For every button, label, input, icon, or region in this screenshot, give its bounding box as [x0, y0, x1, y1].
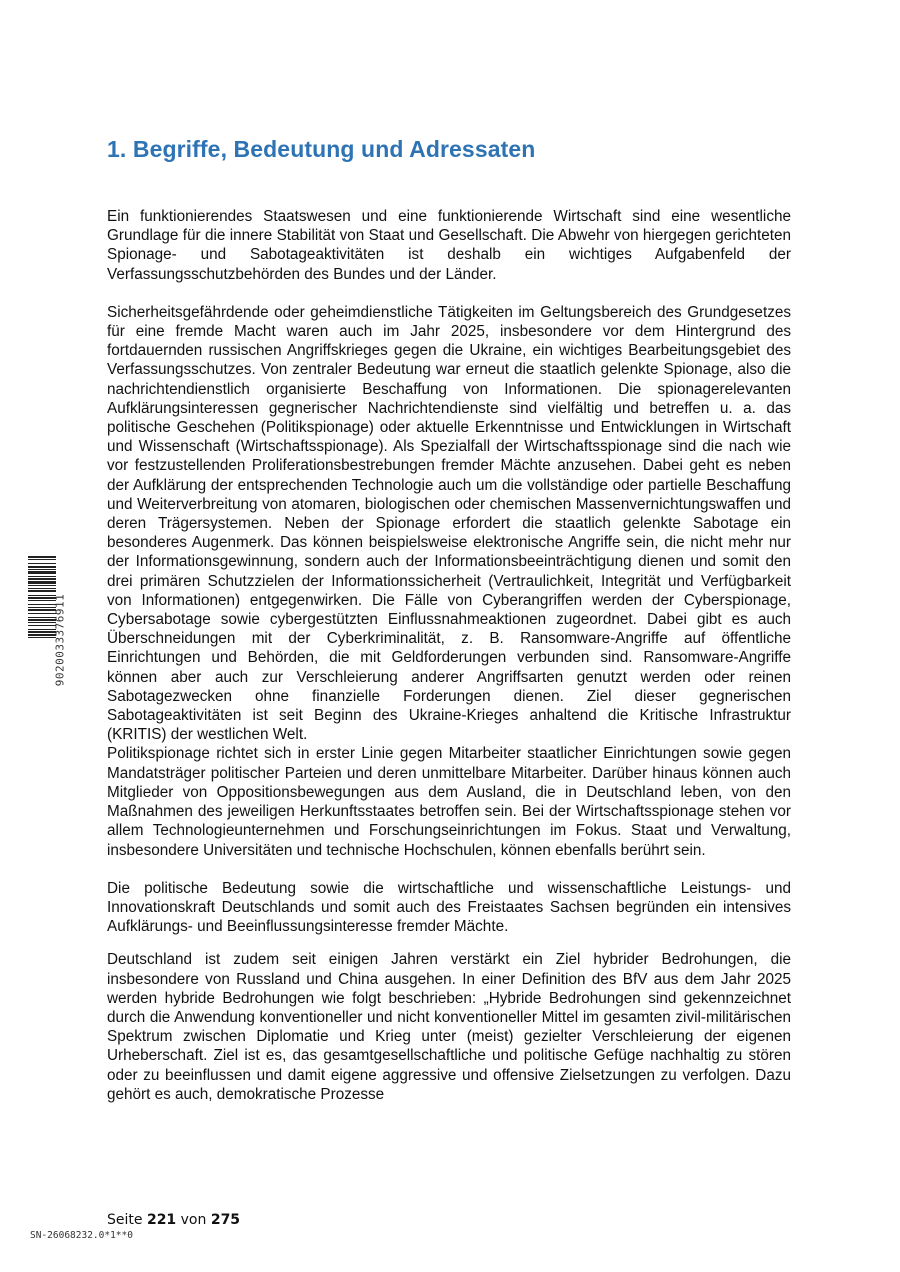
barcode-bar: [28, 571, 56, 574]
barcode-bar: [28, 613, 56, 614]
barcode-bar: [28, 576, 56, 577]
paragraph-intro: Ein funktionierendes Staatswesen und eine funktionierende Wirtschaft sind eine wesentliche Grundlage für die innere Stabilität von Staat und Gesellschaft. Die Abwehr von hiergegen gerichteten Spionage- und Sabotageaktivitäten ist deshalb ein wichtiges Aufgabenfeld der Verfassungsschutzbehörden des Bundes und der Länder.: [107, 208, 791, 283]
total-pages-number: 275: [210, 1212, 241, 1228]
barcode-bar: [28, 559, 56, 560]
paragraph-targets: Politikspionage richtet sich in erster Linie gegen Mitarbeiter staatlicher Einrichtungen sowie gegen Mandatsträger politischer Parteien und deren unmittelbare Mitarbeiter. Darüber hinaus können auch Mitglieder von Oppositionsbewegungen aus dem Ausland, die in Deutschland leben, von den Maßnahmen des jeweiligen Herkunftsstaates betroffen sein. Bei der Wirtschaftsspionage stehen vor allem Technologieunternehmen und Forschungseinrichtungen im Fokus. Staat und Verwaltung, insbesondere Universitäten und technische Hochschulen, können ebenfalls berührt sein.: [107, 745, 791, 859]
barcode-bar: [28, 625, 56, 626]
barcode-bar: [28, 609, 56, 611]
barcode-bar: [28, 569, 56, 570]
barcode-bar: [28, 578, 56, 580]
section-heading: 1. Begriffe, Bedeutung und Adressaten: [107, 136, 536, 162]
barcode-bar: [28, 637, 56, 638]
barcode-bar: [28, 622, 56, 623]
barcode-bar: [28, 588, 56, 589]
barcode-bar: [28, 600, 56, 601]
barcode-bar: [28, 629, 56, 630]
barcode-bar: [28, 617, 56, 618]
paragraph-significance: Die politische Bedeutung sowie die wirtschaftliche und wissenschaftliche Leistungs- und Innovationskraft Deutschlands und somit auch des Freistaates Sachsen begründen ein intensives Aufklärungs- und Beeinflussungsinteresse fremder Mächte.: [107, 879, 791, 936]
body-text: [107, 207, 791, 1104]
paragraph-hybrid-threats: Deutschland ist zudem seit einigen Jahren verstärkt ein Ziel hybrider Bedrohungen, die insbesondere von Russland und China ausgehen. In einer Definition des BfV aus dem Jahr 2025 werden hybride Bedrohungen wie folgt beschrieben: „Hybride Bedrohungen sind gekennzeichnet durch die Anwendung konventioneller und nicht konventioneller Mittel im gesamten zivil-militärischen Spektrum zwischen Diplomatie und Krieg unter (meist) gezielter Verschleierung der eigenen Urheberschaft. Ziel ist es, das gesamtgesellschaftliche und politische Gefüge nachhaltig zu stören oder zu beeinflussen und damit eigene aggressive und offensive Zielsetzungen zu verfolgen. Dazu gehört es auch, demokratische Prozesse: [107, 951, 791, 1103]
barcode-bar: [28, 631, 56, 633]
footer-prefix: Seite: [107, 1212, 143, 1228]
barcode-bar: [28, 634, 56, 636]
barcode-bar: [28, 566, 56, 568]
barcode-bar: [28, 597, 56, 599]
page-footer: [107, 1212, 240, 1228]
barcode-bar: [28, 563, 56, 564]
barcode-bar: [28, 595, 56, 596]
footer-separator: von: [180, 1212, 207, 1228]
barcode-bar: [28, 619, 56, 621]
barcode-bar: [28, 556, 56, 558]
document-code: SN-26068232.0*1**0: [30, 1230, 133, 1241]
barcode-bar: [28, 581, 56, 584]
barcode-bar: [28, 590, 56, 592]
barcode-bar: [28, 607, 56, 608]
paragraph-espionage: Sicherheitsgefährdende oder geheimdienstliche Tätigkeiten im Geltungsbereich des Grundgesetzes für eine fremde Macht waren auch im Jahr 2025, insbesondere vor dem Hintergrund des fortdauernden russischen Angriffskrieges gegen die Ukraine, ein wichtiges Bearbeitungsgebiet des Verfassungsschutzes. Von zentraler Bedeutung war erneut die staatlich gelenkte Spionage, also die nachrichtendienstlich organisierte Beschaffung von Informationen. Die spionagerelevanten Aufklärungsinteressen gegnerischer Nachrichtendienste sind vielfältig und betreffen u. a. das politische Geschehen (Politikspionage) oder aktuelle Erkenntnisse und Entwicklungen in Wirtschaft und Wissenschaft (Wirtschaftsspionage). Als Spezialfall der Wirtschaftsspionage sind die nach wie vor festzustellenden Proliferationsbestrebungen fremder Mächte anzusehen. Dabei geht es neben der Aufklärung der entsprechenden Technologie auch um die vollständige oder partielle Beschaffung und Weiterverbreitung von atomaren, biologischen oder chemischen Massenvernichtungswaffen und deren Trägersystemen. Neben der Spionage erfordert die staatlich gelenkte Sabotage ein besonderes Augenmerk. Das können beispielsweise elektronische Angriffe sein, die nicht mehr nur der Informationsgewinnung, sondern auch der Informationsbeeinträchtigung dienen und somit den drei primären Schutzzielen der Informationssicherheit (Vertraulichkeit, Integrität und Verfügbarkeit von Informationen) entgegenwirken. Die Fälle von Cyberangriffen werden der Cyberspionage, Cybersabotage sowie cybergestützten Einflussnahmeaktionen zugeordnet. Dabei gibt es auch Überschneidungen mit der Cyberkriminalität, z. B. Ransomware-Angriffe auf öffentliche Einrichtungen und Behörden, die mit Geldforderungen verbunden sind. Ransomware-Angriffe können aber auch zur Verschleierung anderer Angriffsarten genutzt werden oder reinen Sabotagezwecken ohne finanzielle Forderungen dienen. Ziel dieser gegnerischen Sabotageaktivitäten ist seit Beginn des Ukraine-Krieges anhaltend die Kritische Infrastruktur (KRITIS) der westlichen Welt.: [107, 303, 791, 744]
barcode-bar: [28, 585, 56, 586]
current-page-number: 221: [146, 1212, 177, 1228]
barcode-bar: [28, 604, 56, 605]
barcode-digits: 9020033376911: [53, 593, 67, 687]
